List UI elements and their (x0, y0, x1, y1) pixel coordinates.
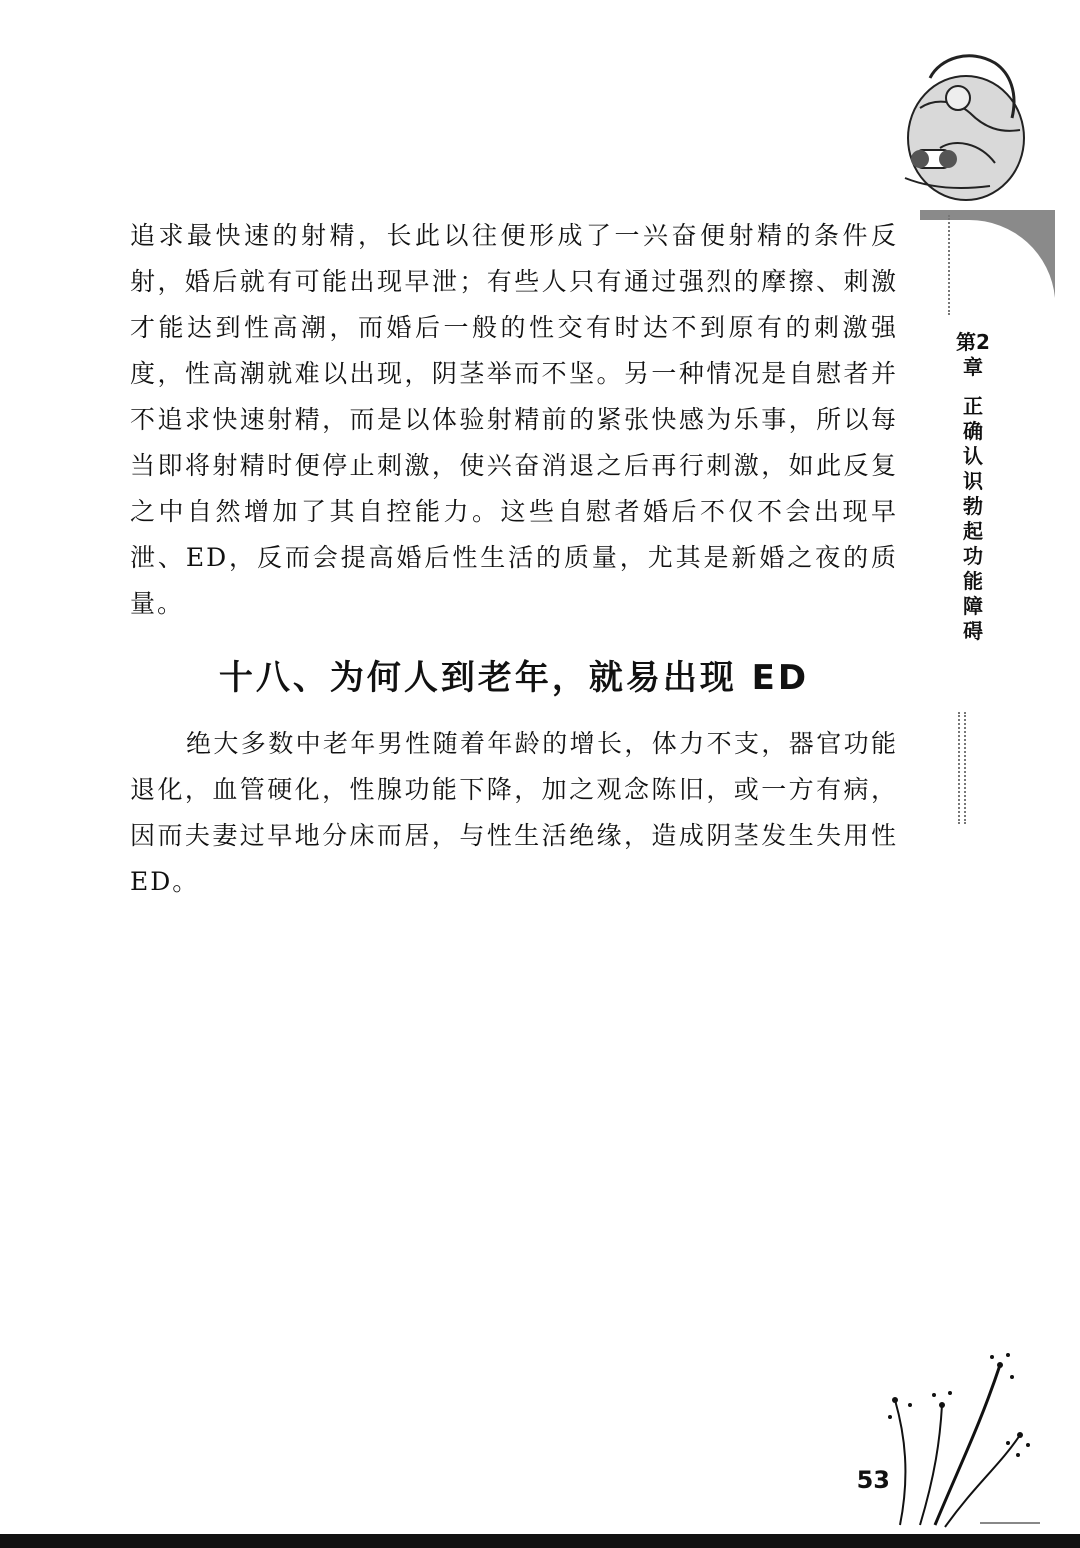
chapter-number: 第2章 (956, 330, 990, 379)
chapter-side-tab (955, 330, 991, 644)
divider-line-top (948, 215, 950, 315)
muscleman-illustration (900, 38, 1080, 328)
body-paragraph-2: 绝大多数中老年男性随着年龄的增长，体力不支，器官功能退化，血管硬化，性腺功能下降，加之观念陈旧，或一方有病，因而夫妻过早地分床而居，与性生活绝缘，造成阴茎发生失用性ED。 (130, 729, 898, 896)
divider-line-bottom-2 (964, 712, 966, 824)
bottom-edge-bar (0, 1534, 1080, 1548)
section-heading: 十八、为何人到老年，就易出现 ED (218, 658, 810, 698)
divider-line-bottom (958, 712, 960, 824)
body-paragraph-1: 追求最快速的射精，长此以往便形成了一兴奋便射精的条件反射，婚后就有可能出现早泄；有些人只有通过强烈的摩擦、刺激才能达到性高潮，而婚后一般的性交有时达不到原有的刺激强度，性高潮就难以出现，阴茎举而不坚。另一种情况是自慰者并不追求快速射精，而是以体验射精前的紧张快感为乐事，所以每当即将射精时便停止刺激，使兴奋消退之后再行刺激，如此反复之中自然增加了其自控能力。这些自慰者婚后不仅不会出现早泄、ED，反而会提高婚后性生活的质量，尤其是新婚之夜的质量。 (130, 221, 898, 618)
page-number: 53 (856, 1466, 890, 1494)
chapter-title: 正确认识勃起功能障碍 (963, 394, 983, 643)
plant-sprig-illustration (880, 1345, 1040, 1530)
